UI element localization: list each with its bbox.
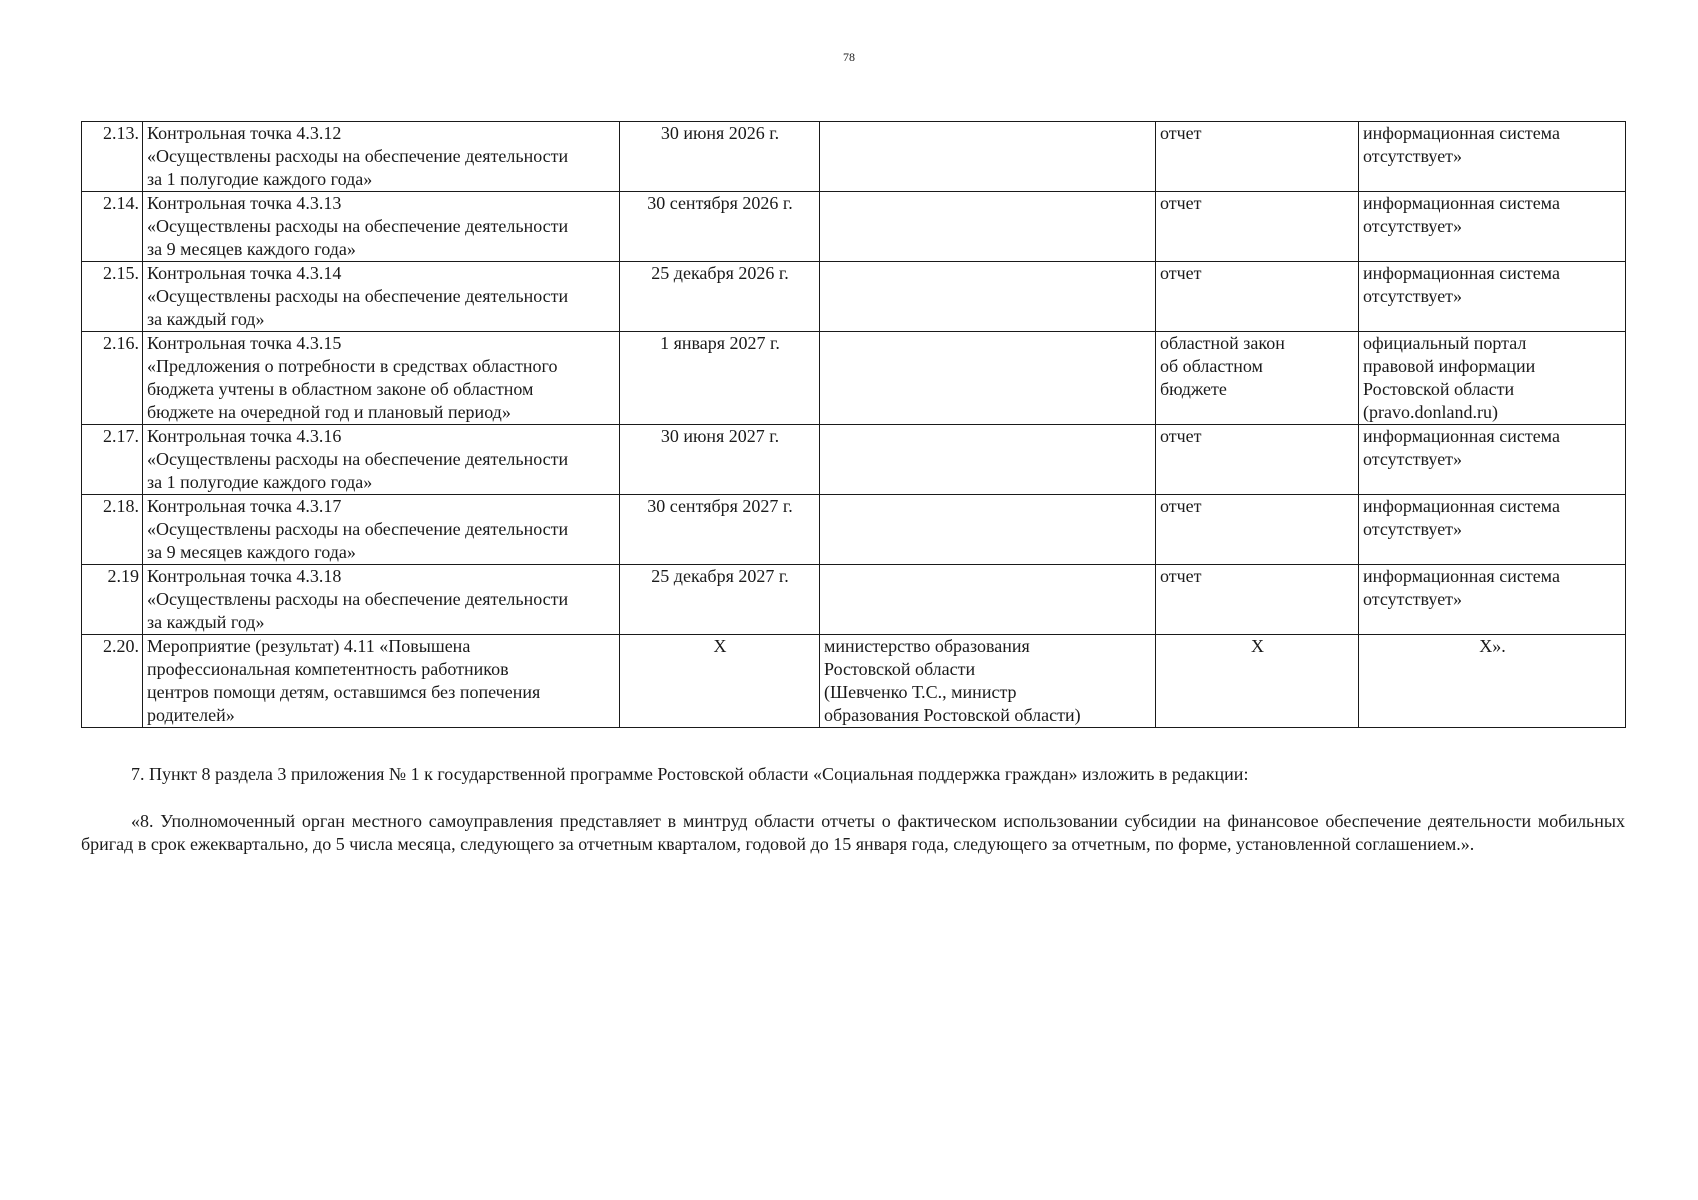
table-row bbox=[82, 122, 1626, 192]
row-name-line: Контрольная точка 4.3.12 bbox=[147, 123, 342, 143]
row-document-line: отчет bbox=[1160, 193, 1202, 213]
row-date: 30 июня 2026 г. bbox=[620, 122, 820, 192]
row-name-cell bbox=[143, 332, 620, 425]
row-responsible-cell bbox=[820, 495, 1156, 565]
row-system-cell bbox=[1359, 565, 1626, 635]
row-system-line: информационная система bbox=[1363, 566, 1560, 586]
row-date: 30 сентября 2026 г. bbox=[620, 192, 820, 262]
row-system-line: отсутствует» bbox=[1363, 589, 1463, 609]
row-name-line: «Осуществлены расходы на обеспечение деятельности bbox=[147, 286, 569, 306]
row-name-line: родителей» bbox=[147, 705, 235, 725]
row-name-line: Контрольная точка 4.3.18 bbox=[147, 566, 342, 586]
table-row bbox=[82, 192, 1626, 262]
row-number: 2.17. bbox=[82, 425, 143, 495]
row-name-cell bbox=[143, 192, 620, 262]
paragraph-8: «8. Уполномоченный орган местного самоуправления представляет в минтруд области отчеты о фактическом использовании субсидии на финансовое обеспечение деятельности мобильных бригад в срок ежеквартально, до 5 числа месяца, следующего за отчетным кварталом, годовой до 15 января года, следующего за отчетным, по форме, установленной соглашением.». bbox=[81, 811, 1625, 854]
row-name-line: Мероприятие (результат) 4.11 «Повышена bbox=[147, 636, 471, 656]
row-responsible-cell bbox=[820, 425, 1156, 495]
table-row bbox=[82, 565, 1626, 635]
row-document-line: отчет bbox=[1160, 123, 1202, 143]
row-system-line: отсутствует» bbox=[1363, 519, 1463, 539]
row-responsible-line: образования Ростовской области) bbox=[824, 705, 1081, 725]
plan-table bbox=[81, 121, 1626, 728]
row-system-line: правовой информации bbox=[1363, 356, 1536, 376]
row-responsible-cell bbox=[820, 262, 1156, 332]
row-system-line: отсутствует» bbox=[1363, 216, 1463, 236]
row-number: 2.16. bbox=[82, 332, 143, 425]
row-name-line: Контрольная точка 4.3.16 bbox=[147, 426, 342, 446]
row-document-line: отчет bbox=[1160, 426, 1202, 446]
row-name-line: за 1 полугодие каждого года» bbox=[147, 472, 373, 492]
row-document-line: Х bbox=[1251, 636, 1264, 656]
row-name-line: профессиональная компетентность работников bbox=[147, 659, 509, 679]
row-name-line: «Осуществлены расходы на обеспечение деятельности bbox=[147, 449, 569, 469]
row-name-line: бюджете на очередной год и плановый период» bbox=[147, 402, 511, 422]
row-document-line: отчет bbox=[1160, 263, 1202, 283]
paragraph-7: 7. Пункт 8 раздела 3 приложения № 1 к государственной программе Ростовской области «Социальная поддержка граждан» изложить в редакции: bbox=[131, 764, 1249, 784]
row-number: 2.20. bbox=[82, 635, 143, 728]
table-row bbox=[82, 262, 1626, 332]
row-date: 1 января 2027 г. bbox=[620, 332, 820, 425]
row-document-cell bbox=[1156, 635, 1359, 728]
table-row bbox=[82, 635, 1626, 728]
row-responsible-cell bbox=[820, 122, 1156, 192]
row-name-line: центров помощи детям, оставшимся без попечения bbox=[147, 682, 541, 702]
row-name-cell bbox=[143, 635, 620, 728]
row-responsible-cell bbox=[820, 635, 1156, 728]
row-responsible-cell bbox=[820, 332, 1156, 425]
row-system-line: информационная система bbox=[1363, 426, 1560, 446]
row-name-line: за 9 месяцев каждого года» bbox=[147, 542, 356, 562]
row-name-line: Контрольная точка 4.3.14 bbox=[147, 263, 342, 283]
row-name-cell bbox=[143, 122, 620, 192]
row-name-line: за каждый год» bbox=[147, 309, 265, 329]
row-number: 2.15. bbox=[82, 262, 143, 332]
row-responsible-line: министерство образования bbox=[824, 636, 1030, 656]
row-name-line: за 1 полугодие каждого года» bbox=[147, 169, 373, 189]
row-name-line: за 9 месяцев каждого года» bbox=[147, 239, 356, 259]
row-responsible-cell bbox=[820, 565, 1156, 635]
row-name-line: за каждый год» bbox=[147, 612, 265, 632]
row-date: 25 декабря 2027 г. bbox=[620, 565, 820, 635]
row-system-cell bbox=[1359, 262, 1626, 332]
row-system-cell bbox=[1359, 122, 1626, 192]
row-document-cell bbox=[1156, 425, 1359, 495]
page-number: 78 bbox=[843, 50, 855, 64]
row-system-line: Х». bbox=[1479, 636, 1506, 656]
row-number: 2.14. bbox=[82, 192, 143, 262]
row-name-line: Контрольная точка 4.3.17 bbox=[147, 496, 342, 516]
row-document-cell bbox=[1156, 495, 1359, 565]
row-system-line: информационная система bbox=[1363, 496, 1560, 516]
row-name-cell bbox=[143, 495, 620, 565]
row-name-line: «Предложения о потребности в средствах областного bbox=[147, 356, 558, 376]
row-name-line: «Осуществлены расходы на обеспечение деятельности bbox=[147, 519, 569, 539]
row-document-cell bbox=[1156, 332, 1359, 425]
row-name-cell bbox=[143, 262, 620, 332]
row-date: Х bbox=[620, 635, 820, 728]
row-document-line: отчет bbox=[1160, 566, 1202, 586]
row-name-line: Контрольная точка 4.3.15 bbox=[147, 333, 342, 353]
row-number: 2.19 bbox=[82, 565, 143, 635]
row-name-cell bbox=[143, 565, 620, 635]
table-row bbox=[82, 332, 1626, 425]
row-document-cell bbox=[1156, 262, 1359, 332]
row-number: 2.13. bbox=[82, 122, 143, 192]
table-row bbox=[82, 425, 1626, 495]
row-name-line: «Осуществлены расходы на обеспечение деятельности bbox=[147, 589, 569, 609]
row-system-line: (pravo.donland.ru) bbox=[1363, 402, 1498, 422]
row-system-cell bbox=[1359, 332, 1626, 425]
row-system-line: официальный портал bbox=[1363, 333, 1527, 353]
row-system-line: информационная система bbox=[1363, 123, 1560, 143]
row-document-line: бюджете bbox=[1160, 379, 1227, 399]
row-responsible-line: (Шевченко Т.С., министр bbox=[824, 682, 1017, 702]
row-number: 2.18. bbox=[82, 495, 143, 565]
row-name-cell bbox=[143, 425, 620, 495]
row-document-line: отчет bbox=[1160, 496, 1202, 516]
row-system-cell bbox=[1359, 425, 1626, 495]
row-system-line: отсутствует» bbox=[1363, 286, 1463, 306]
row-name-line: бюджета учтены в областном законе об областном bbox=[147, 379, 534, 399]
row-responsible-cell bbox=[820, 192, 1156, 262]
row-system-line: информационная система bbox=[1363, 193, 1560, 213]
row-date: 25 декабря 2026 г. bbox=[620, 262, 820, 332]
row-date: 30 июня 2027 г. bbox=[620, 425, 820, 495]
row-system-line: отсутствует» bbox=[1363, 449, 1463, 469]
row-name-line: «Осуществлены расходы на обеспечение деятельности bbox=[147, 216, 569, 236]
row-document-cell bbox=[1156, 122, 1359, 192]
row-name-line: Контрольная точка 4.3.13 bbox=[147, 193, 342, 213]
row-document-line: областной закон bbox=[1160, 333, 1285, 353]
row-document-line: об областном bbox=[1160, 356, 1263, 376]
row-system-line: отсутствует» bbox=[1363, 146, 1463, 166]
row-system-cell bbox=[1359, 635, 1626, 728]
row-system-line: Ростовской области bbox=[1363, 379, 1515, 399]
row-name-line: «Осуществлены расходы на обеспечение деятельности bbox=[147, 146, 569, 166]
row-responsible-line: Ростовской области bbox=[824, 659, 976, 679]
row-system-cell bbox=[1359, 192, 1626, 262]
row-system-cell bbox=[1359, 495, 1626, 565]
row-date: 30 сентября 2027 г. bbox=[620, 495, 820, 565]
table-row bbox=[82, 495, 1626, 565]
row-document-cell bbox=[1156, 565, 1359, 635]
row-system-line: информационная система bbox=[1363, 263, 1560, 283]
row-document-cell bbox=[1156, 192, 1359, 262]
plan-table-body bbox=[82, 122, 1626, 728]
